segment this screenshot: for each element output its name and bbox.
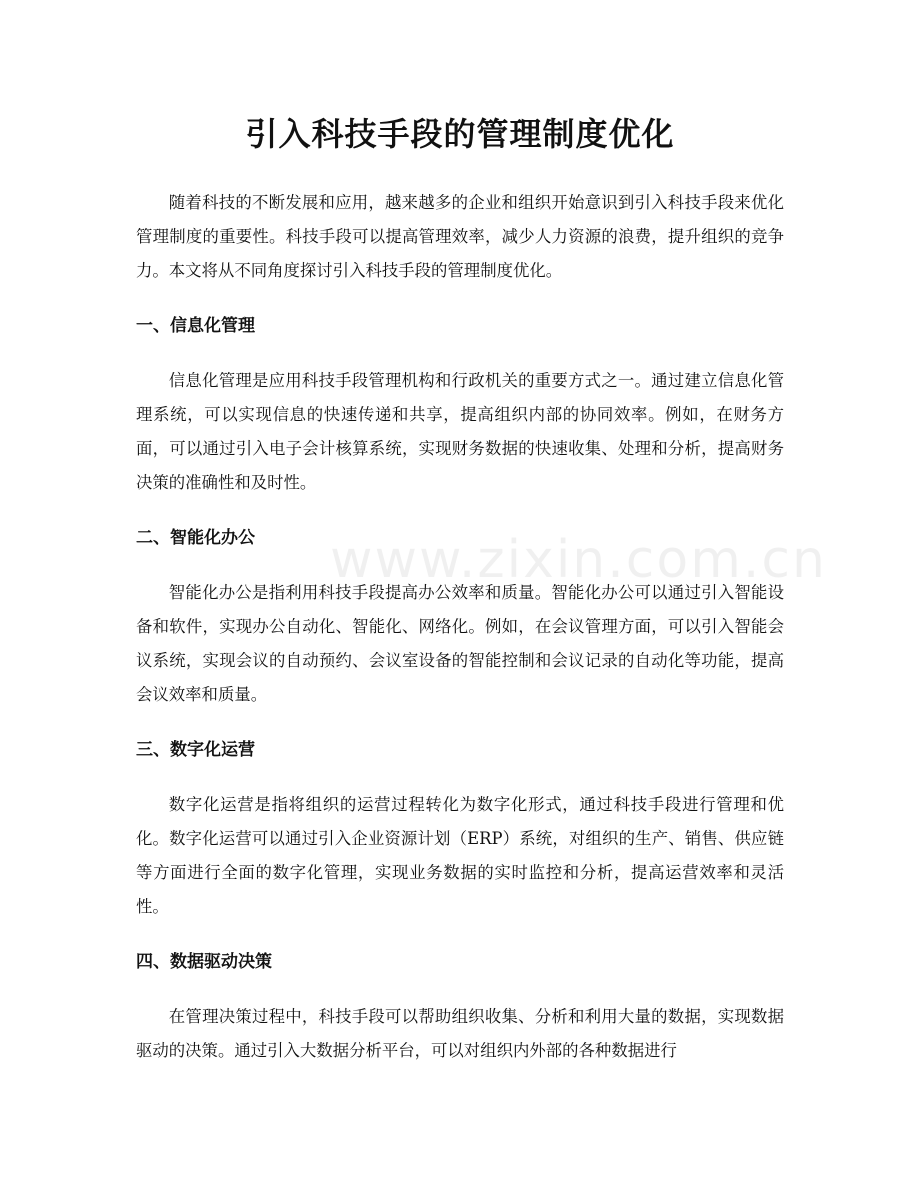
document-title: 引入科技手段的管理制度优化 — [245, 115, 675, 153]
section-body-3: 数字化运营是指将组织的运营过程转化为数字化形式，通过科技手段进行管理和优化。数字化运营可以通过引入企业资源计划（ERP）系统，对组织的生产、销售、供应链等方面进行全面的数字化管理，实现业务数据的实时监控和分析，提高运营效率和灵活性。 — [136, 795, 784, 916]
document-page — [136, 0, 784, 1068]
intro-paragraph: 随着科技的不断发展和应用，越来越多的企业和组织开始意识到引入科技手段来优化管理制度的重要性。科技手段可以提高管理效率，减少人力资源的浪费，提升组织的竞争力。本文将从不同角度探讨引入科技手段的管理制度优化。 — [136, 193, 784, 280]
section-heading-4: 四、数据驱动决策 — [136, 952, 272, 972]
section-heading-3: 三、数字化运营 — [136, 740, 255, 760]
section-heading-1: 一、信息化管理 — [136, 316, 255, 336]
watermark: www.zixin.com.cn — [330, 530, 827, 590]
section-body-1: 信息化管理是应用科技手段管理机构和行政机关的重要方式之一。通过建立信息化管理系统，可以实现信息的快速传递和共享，提高组织内部的协同效率。例如，在财务方面，可以通过引入电子会计核算系统，实现财务数据的快速收集、处理和分析，提高财务决策的准确性和及时性。 — [136, 371, 784, 492]
section-heading-2: 二、智能化办公 — [136, 528, 255, 548]
section-body-4: 在管理决策过程中，科技手段可以帮助组织收集、分析和利用大量的数据，实现数据驱动的决策。通过引入大数据分析平台，可以对组织内外部的各种数据进行 — [136, 1007, 784, 1060]
section-body-2: 智能化办公是指利用科技手段提高办公效率和质量。智能化办公可以通过引入智能设备和软件，实现办公自动化、智能化、网络化。例如，在会议管理方面，可以引入智能会议系统，实现会议的自动预约、会议室设备的智能控制和会议记录的自动化等功能，提高会议效率和质量。 — [136, 583, 784, 704]
